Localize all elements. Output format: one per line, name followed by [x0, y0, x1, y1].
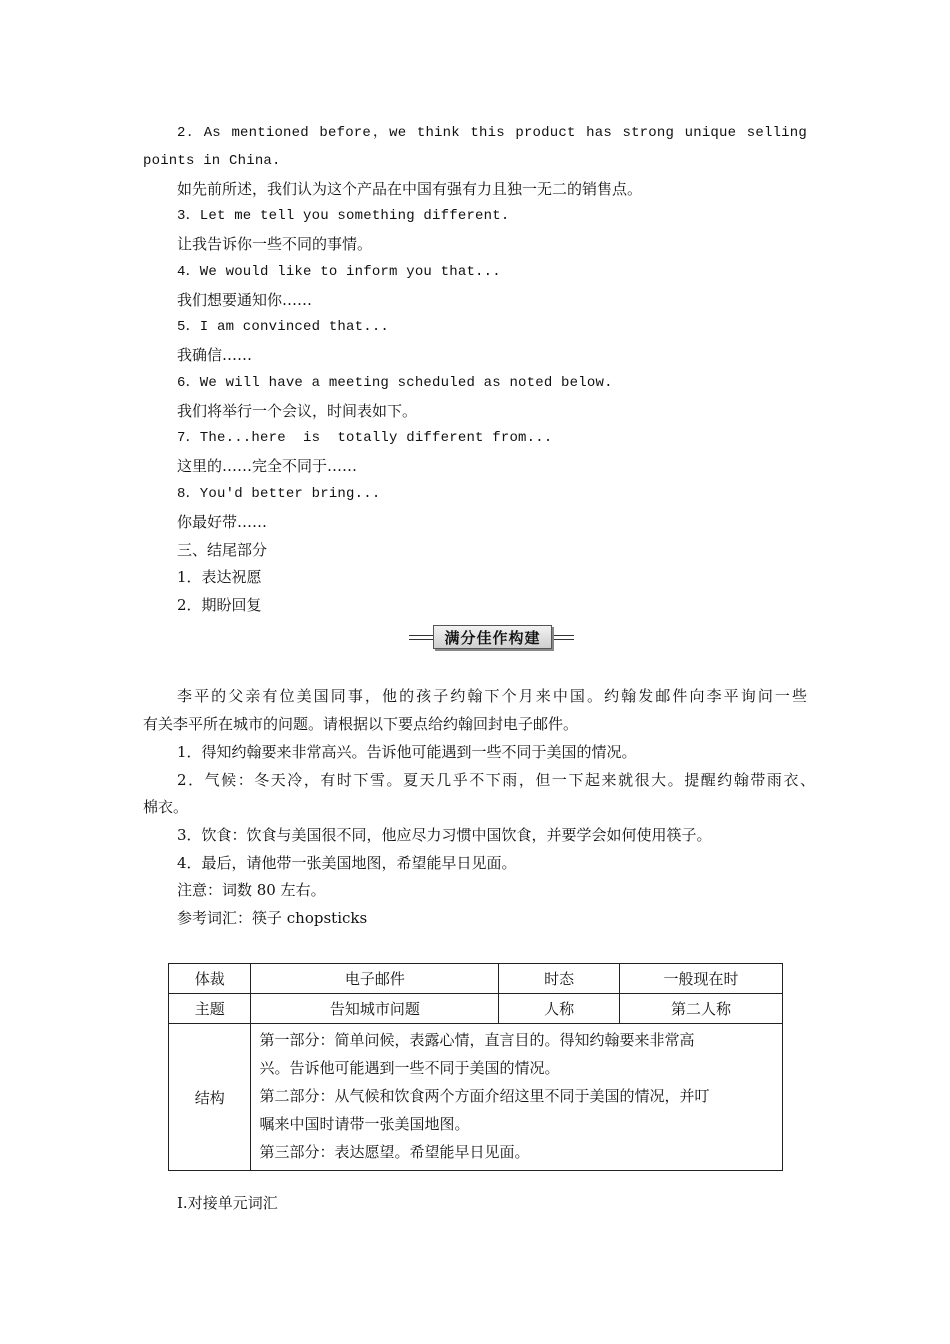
phrase-6-cn: 我们将举行一个会议，时间表如下。: [177, 402, 418, 420]
section-banner: [409, 624, 574, 650]
table-row: [169, 1024, 783, 1171]
phrase-7-cn: 这里的……完全不同于……: [177, 457, 358, 475]
table-cell-topic-value: 告知城市问题: [251, 994, 499, 1024]
task-vocab: 参考词汇：筷子 chopsticks: [177, 909, 368, 927]
phrase-7-en: 7．The...here is totally different from...: [177, 430, 553, 446]
table-cell-tense-label: 时态: [499, 964, 620, 994]
task-point-2-line1: 2．气候：冬天冷，有时下雪。夏天几乎不下雨，但一下起来就很大。提醒约翰带雨衣、: [177, 771, 815, 789]
table-cell-person-value: 第二人称: [620, 994, 783, 1024]
table-cell-person-label: 人称: [499, 994, 620, 1024]
table-cell-tense-value: 一般现在时: [620, 964, 783, 994]
phrase-8-cn: 你最好带……: [177, 513, 268, 531]
task-intro-line1: 李平的父亲有位美国同事，他的孩子约翰下个月来中国。约翰发邮件向李平询问一些: [177, 687, 807, 705]
task-point-2-line2: 棉衣。: [143, 798, 189, 816]
phrase-5-cn: 我确信……: [177, 346, 253, 364]
structure-line: 第一部分：简单问候，表露心情，直言目的。得知约翰要来非常高: [259, 1031, 695, 1049]
writing-structure-table: [168, 963, 783, 1171]
structure-line: 嘱来中国时请带一张美国地图。: [259, 1115, 470, 1133]
ending-heading: 三、结尾部分: [177, 541, 268, 559]
structure-line: 第三部分：表达愿望。希望能早日见面。: [259, 1143, 530, 1161]
banner-rule-left: [409, 635, 435, 640]
task-intro-line2: 有关李平所在城市的问题。请根据以下要点给约翰回封电子邮件。: [143, 715, 579, 733]
phrase-4-en: 4．We would like to inform you that...: [177, 264, 501, 280]
next-section-heading: Ⅰ.对接单元词汇: [177, 1194, 278, 1212]
table-cell-topic-label: 主题: [169, 994, 251, 1024]
table-cell-genre-label: 体裁: [169, 964, 251, 994]
table-cell-structure-content: [251, 1024, 783, 1171]
table-row: [169, 964, 783, 994]
task-point-3: 3．饮食：饮食与美国很不同，他应尽力习惯中国饮食，并要学会如何使用筷子。: [177, 826, 712, 844]
phrase-5-en: 5．I am convinced that...: [177, 319, 390, 335]
table-cell-genre-value: 电子邮件: [251, 964, 499, 994]
phrase-4-cn: 我们想要通知你……: [177, 291, 313, 309]
phrase-2-en-line2: points in China.: [143, 153, 281, 169]
structure-line: 第二部分：从气候和饮食两个方面介绍这里不同于美国的情况，并叮: [259, 1087, 710, 1105]
task-point-1: 1．得知约翰要来非常高兴。告诉他可能遇到一些不同于美国的情况。: [177, 743, 637, 761]
phrase-3-en: 3．Let me tell you something different.: [177, 208, 510, 224]
phrase-8-en: 8．You'd better bring...: [177, 486, 381, 502]
phrase-2-cn: 如先前所述，我们认为这个产品在中国有强有力且独一无二的销售点。: [177, 180, 643, 198]
ending-item-2: 2．期盼回复: [177, 596, 262, 614]
table-cell-structure-label: 结构: [169, 1024, 251, 1171]
banner-title: 满分佳作构建: [444, 629, 541, 647]
structure-line: 兴。告诉他可能遇到一些不同于美国的情况。: [259, 1059, 560, 1077]
ending-item-1: 1．表达祝愿: [177, 568, 262, 586]
phrase-3-cn: 让我告诉你一些不同的事情。: [177, 235, 373, 253]
phrase-6-en: 6．We will have a meeting scheduled as noted below.: [177, 375, 613, 391]
phrase-2-en-line1: 2．As mentioned before，we think this product has strong unique selling: [177, 125, 807, 141]
task-point-4: 4．最后，请他带一张美国地图，希望能早日见面。: [177, 854, 517, 872]
table-row: [169, 994, 783, 1024]
task-note: 注意：词数 80 左右。: [177, 881, 326, 899]
